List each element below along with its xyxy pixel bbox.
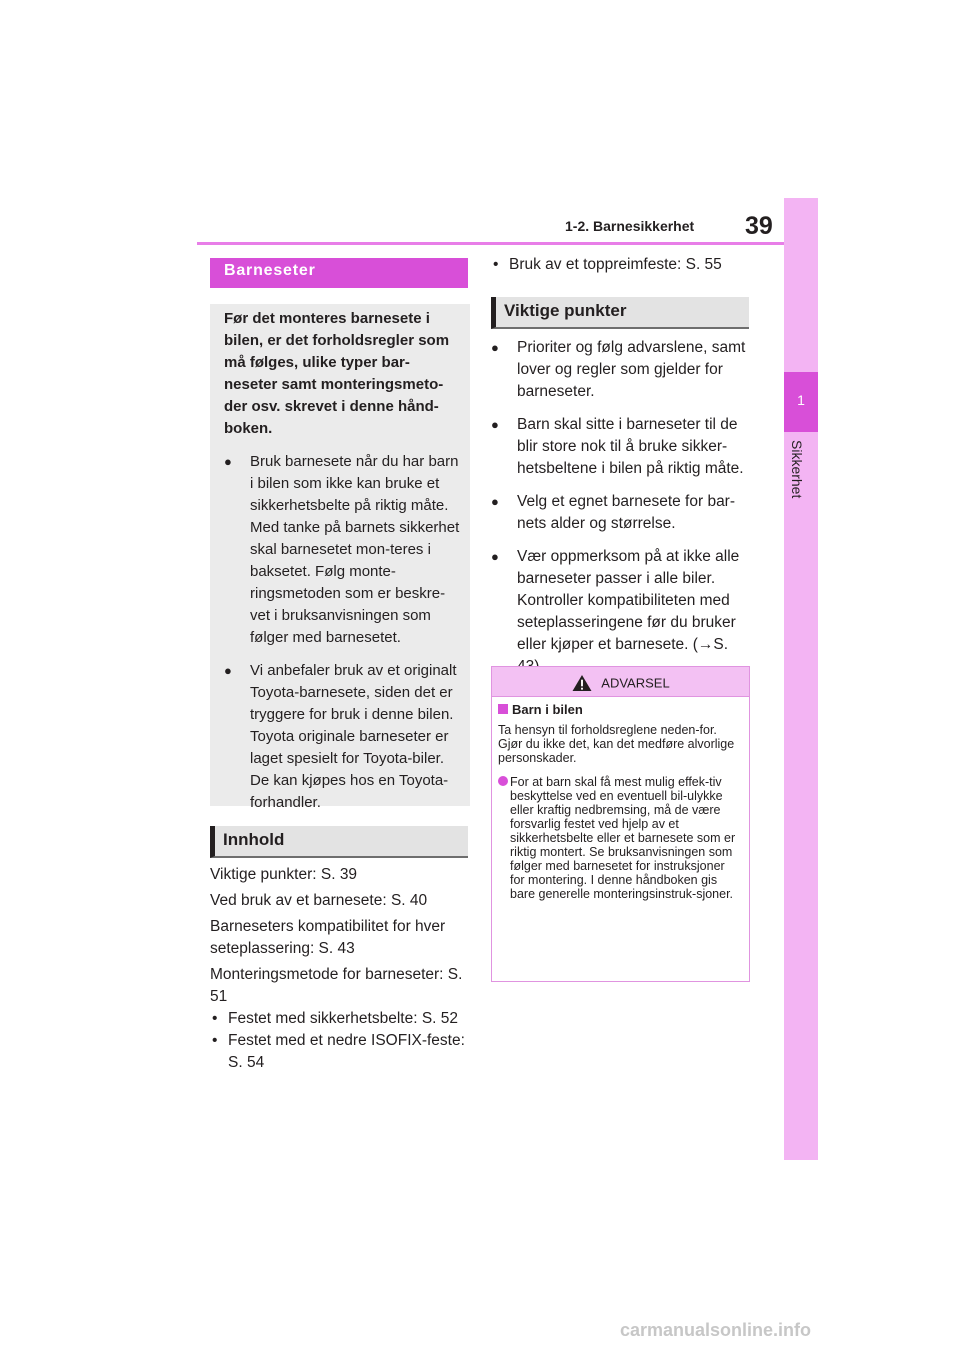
warning-subtitle: Barn i bilen (498, 703, 741, 717)
contents-sub-link[interactable]: • Bruk av et toppreimfeste: S. 55 (491, 254, 751, 276)
contents-list (210, 864, 472, 1074)
warning-triangle-icon (571, 674, 593, 692)
important-section (491, 326, 753, 678)
contents-list-continued (491, 254, 751, 276)
chapter-side-tab (784, 198, 818, 1160)
contents-link[interactable]: Barneseters kompatibilitet for hver seteplassering: S. 43 (210, 918, 446, 957)
warning-label: ADVARSEL (601, 675, 670, 691)
contents-sub-link[interactable]: • Festet med sikkerhetsbelte: S. 52 (210, 1008, 472, 1030)
contents-link[interactable]: Viktige punkter: S. 39 (210, 866, 358, 883)
intro-box (210, 304, 470, 811)
important-heading: Viktige punkter (491, 297, 749, 329)
warning-bullet: For at barn skal få mest mulig effek-tiv beskyttelse ved en eventuell bil-ulykke eller kraftig nedbremsing, må de være forsvarlig festet ved hjelp av et sikkerhetsbelte eller et barnesete som er riktig montert. Se bruksanvisningen som følger med barnesetet for instruksjoner for montering. I denne håndboken gis bare generelle monteringsinstruk-sjoner. (498, 775, 741, 901)
chapter-number: 1 (797, 392, 805, 408)
warning-text: Gjør du ikke det, kan det medføre alvorlige personskader. (498, 737, 735, 765)
intro-text: Før det monteres barnesete i bilen, er det forholdsregler som må følges, ulike typer bar-neseter samt monteringsmeto-der osv. skrevet i denne hånd-boken. (224, 310, 450, 437)
square-bullet-icon (498, 704, 508, 714)
chapter-label: Sikkerhet (789, 440, 805, 499)
page-number: 39 (745, 212, 773, 240)
main-title: Barneseter (210, 258, 468, 288)
important-bullet: ● Prioriter og følg advarslene, samt lover og regler som gjelder for barneseter. (491, 337, 753, 403)
intro-bullet: ● Bruk barnesete når du har barn i bilen som ikke kan bruke et sikkerhetsbelte på riktig måte. Med tanke på barnets sikkerhet skal barnesetet mon-teres i baksetet. Følg monte-ringsmetoden som er beskre-vet i bruksanvisningen som følger med barnesetet. (224, 451, 460, 649)
contents-link[interactable]: Ved bruk av et barnesete: S. 40 (210, 892, 428, 909)
round-bullet-icon (498, 776, 508, 786)
warning-body (492, 697, 749, 901)
header-divider (197, 242, 784, 245)
contents-link[interactable]: Monteringsmetode for barneseter: S. 51 (210, 966, 463, 1005)
important-bullets (491, 337, 753, 678)
intro-bullets (224, 451, 460, 814)
warning-header (492, 667, 749, 697)
important-bullet: ● Barn skal sitte i barneseter til de blir store nok til å bruke sikker-hetsbeltene i bilen på riktig måte. (491, 414, 753, 480)
warning-box (491, 666, 750, 982)
contents-heading: Innhold (210, 826, 468, 858)
contents-sub-link[interactable]: • Festet med et nedre ISOFIX-feste: S. 54 (210, 1030, 472, 1074)
intro-bullet: ● Vi anbefaler bruk av et originalt Toyota-barnesete, siden det er tryggere for bruk i denne bilen. Toyota originale barneseter er laget spesielt for Toyota-biler. De kan kjøpes hos en Toyota-forhandler. (224, 660, 460, 814)
important-bullet: ● Vær oppmerksom på at ikke alle barneseter passer i alle biler. Kontroller kompatibiliteten med seteplasseringene før du bruker eller kjøper et barnesete. (→S. (491, 546, 753, 678)
section-title: 1-2. Barnesikkerhet (565, 218, 695, 234)
watermark: carmanualsonline.info (620, 1320, 812, 1340)
warning-text: Ta hensyn til forholdsreglene neden-for. (498, 723, 717, 737)
important-bullet: ● Velg et egnet barnesete for bar-nets alder og størrelse. (491, 491, 753, 535)
